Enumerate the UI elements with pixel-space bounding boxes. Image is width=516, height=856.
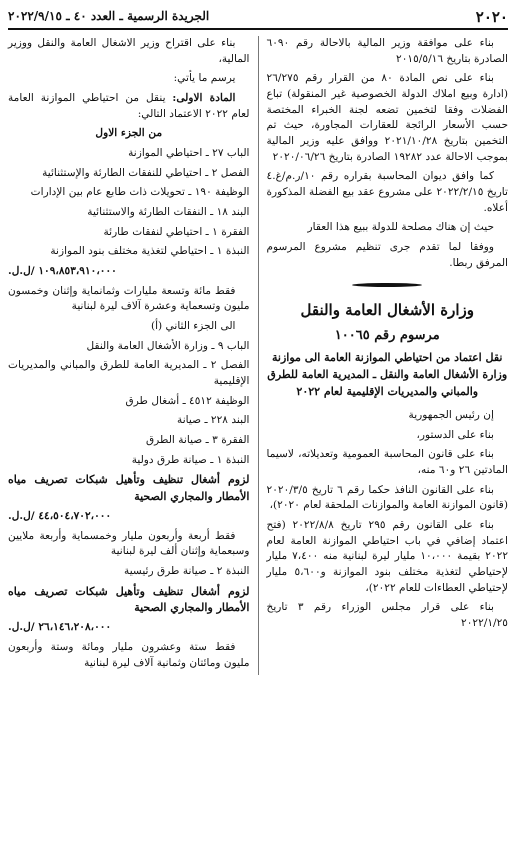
purpose-heading: لزوم أشغال تنظيف وتأهيل شبكات تصريف مياه الأمطار والمجاري الصحية <box>8 584 250 614</box>
paragraph: الى الجزء الثاني (أ) <box>150 320 236 333</box>
paragraph: كما وافق ديوان المحاسبة بقراره رقم ١٠/ر.م/غ.٤ تاريخ ٢٠٢٢/٢/١٥ على مشروع عقد بيع الفضلة المذكورة أعلاه. <box>266 170 508 214</box>
page-number: ٢٠٢٠ <box>475 7 508 26</box>
budget-line: النبذة ١ ـ احتياطي لتغذية مختلف بنود الموازنة <box>50 245 250 258</box>
paragraph: بناء على قرار مجلس الوزراء رقم ٣ تاريخ ٢٠٢٢/١/٢٥ <box>266 601 508 630</box>
amount-row <box>8 264 250 280</box>
budget-line: الفقرة ٣ ـ صيانة الطرق <box>145 434 250 447</box>
paragraph: بناء على نص المادة ٨٠ من القرار رقم ٢٦/٢٧٥ (ادارة وبيع املاك الدولة الخصوصية غير المنقولة) تباع الفضلات وفقا لتخمين تضعه لجنة الخبراء المختصة حسب الأسعار الرائجة للعقارات المجاورة، حيث تم التخمين بتاريخ ٢٠٢١/١٠/٢٨ ووافق عليه وزير المالية بموجب الاحالة عدد ١٩٢٨٢ الصادرة بتاريخ ٢٠٢٠/٠٦/٢٦ <box>266 72 509 163</box>
amount-row <box>8 509 250 525</box>
paragraph: بناء على الدستور، <box>416 428 494 441</box>
budget-line: الفقرة ١ ـ احتياطي لنفقات طارئة <box>103 225 250 238</box>
ministry-heading: وزارة الأشغال العامة والنقل <box>300 301 474 320</box>
right-column <box>258 36 509 675</box>
budget-line: الفصل ٢ ـ المديرية العامة للطرق والمباني والمديريات الإقليمية <box>8 359 250 388</box>
paragraph: بناء على القانون رقم ٢٩٥ تاريخ ٢٠٢٢/٨/٨ (فتح اعتماد إضافي في باب احتياطي الموازنة العامة لعام ٢٠٢٢ بقيمة ١٠،٠٠٠ مليار ليرة لبنانية منه ٧،٤٠٠ مليار لإحتياطي لتغذية مختلف بنود الموازنة و٥،٦٠٠ مليار لإحتياطي العطاءات للعام ٢٠٢٢)، <box>266 519 509 594</box>
amount: ٤٤،٥٠٤،٧٠٢،٠٠٠ /ل.ل. <box>8 509 112 522</box>
budget-line: البند ١٨ ـ النفقات الطارئة والاستثنائية <box>87 206 250 219</box>
left-column <box>8 36 258 675</box>
section-divider <box>267 283 509 287</box>
article-text: ينقل من احتياطي الموازنة العامة لعام ٢٠٢٢ الاعتماد التالي: <box>8 92 250 120</box>
paragraph: بناء على موافقة وزير المالية بالاحالة رقم ٦٠٩٠ الصادرة بتاريخ ٢٠١٥/٥/١٦ <box>266 37 508 65</box>
page-header <box>8 6 508 30</box>
paragraph: إن رئيس الجمهورية <box>408 408 494 421</box>
amount-row <box>8 620 250 636</box>
amount: ١٠٩،٨٥٣،٩١٠،٠٠٠ /ل.ل. <box>8 265 117 278</box>
article-label: المادة الاولى: <box>172 92 236 105</box>
decree-subject: نقل اعتماد من احتياطي الموازنة العامة الى موازنة وزارة الأشغال العامة والنقل ـ المديرية العامة للطرق والمباني والمديريات الإقليمية لعام ٢٠٢٢ <box>267 350 508 398</box>
purpose-heading: لزوم أشغال تنظيف وتأهيل شبكات تصريف مياه الأمطار والمجاري الصحية <box>8 473 250 503</box>
decree-number: مرسوم رقم ١٠٠٦٥ <box>334 327 440 343</box>
article-one <box>8 91 250 122</box>
budget-line: الفصل ٢ ـ احتياطي للنفقات الطارئة والإستثنائية <box>42 166 250 179</box>
amount-words: فقط مائة وتسعة مليارات وثمانماية وإثنان وخمسون مليون وتسعماية وعشرة آلاف ليرة لبنانية <box>8 284 250 313</box>
paragraph: يرسم ما يأتي: <box>173 72 236 85</box>
part-heading: من الجزء الاول <box>95 127 163 140</box>
paragraph: بناء على القانون النافذ حكما رقم ٦ تاريخ ٢٠٢٠/٣/٥ (قانون الموازنة العامة والموازنات الملحقة لعام ٢٠٢٠)، <box>266 483 508 512</box>
budget-line: الوظيفة ١٩٠ ـ تحويلات ذات طابع عام بين الإدارات <box>30 186 250 199</box>
amount: ٢٦،١٤٦،٢٠٨،٠٠٠ /ل.ل. <box>8 621 112 634</box>
paragraph: ووفقا لما تقدم جرى تنظيم مشروع المرسوم المرفق ربطا. <box>266 241 508 269</box>
amount-words: فقط ستة وعشرون مليار ومائة وستة وأربعون مليون ومائتان وثمانية آلاف ليرة لبنانية <box>8 640 250 669</box>
budget-line: الباب ٢٧ ـ احتياطي الموازنة <box>128 147 250 160</box>
budget-line: الباب ٩ ـ وزارة الأشغال العامة والنقل <box>86 339 250 352</box>
columns <box>8 36 508 675</box>
budget-line: النبذة ١ ـ صيانة طرق دولية <box>131 453 250 466</box>
paragraph: حيث إن هناك مصلحة للدولة ببيع هذا العقار <box>307 221 494 234</box>
budget-line: الوظيفة ٤٥١٢ ـ أشغال طرق <box>125 394 250 407</box>
paragraph: بناء على قانون المحاسبة العمومية وتعديلاته، لاسيما المادتين ٢٦ و٦٠ منه، <box>266 448 508 476</box>
gazette-title: الجريدة الرسمية ـ العدد ٤٠ ـ ٢٠٢٢/٩/١٥ <box>8 9 210 24</box>
amount-words: فقط أربعة وأربعون مليار وخمسماية وأربعة ملايين وسبعماية وإثنان ألف ليرة لبنانية <box>8 529 250 558</box>
paragraph: بناء على اقتراح وزير الاشغال العامة والنقل ووزير المالية، <box>8 37 250 65</box>
budget-line: النبذة ٢ ـ صيانة طرق رئيسية <box>124 565 250 577</box>
budget-line: البند ٢٢٨ ـ صيانة <box>177 414 250 427</box>
